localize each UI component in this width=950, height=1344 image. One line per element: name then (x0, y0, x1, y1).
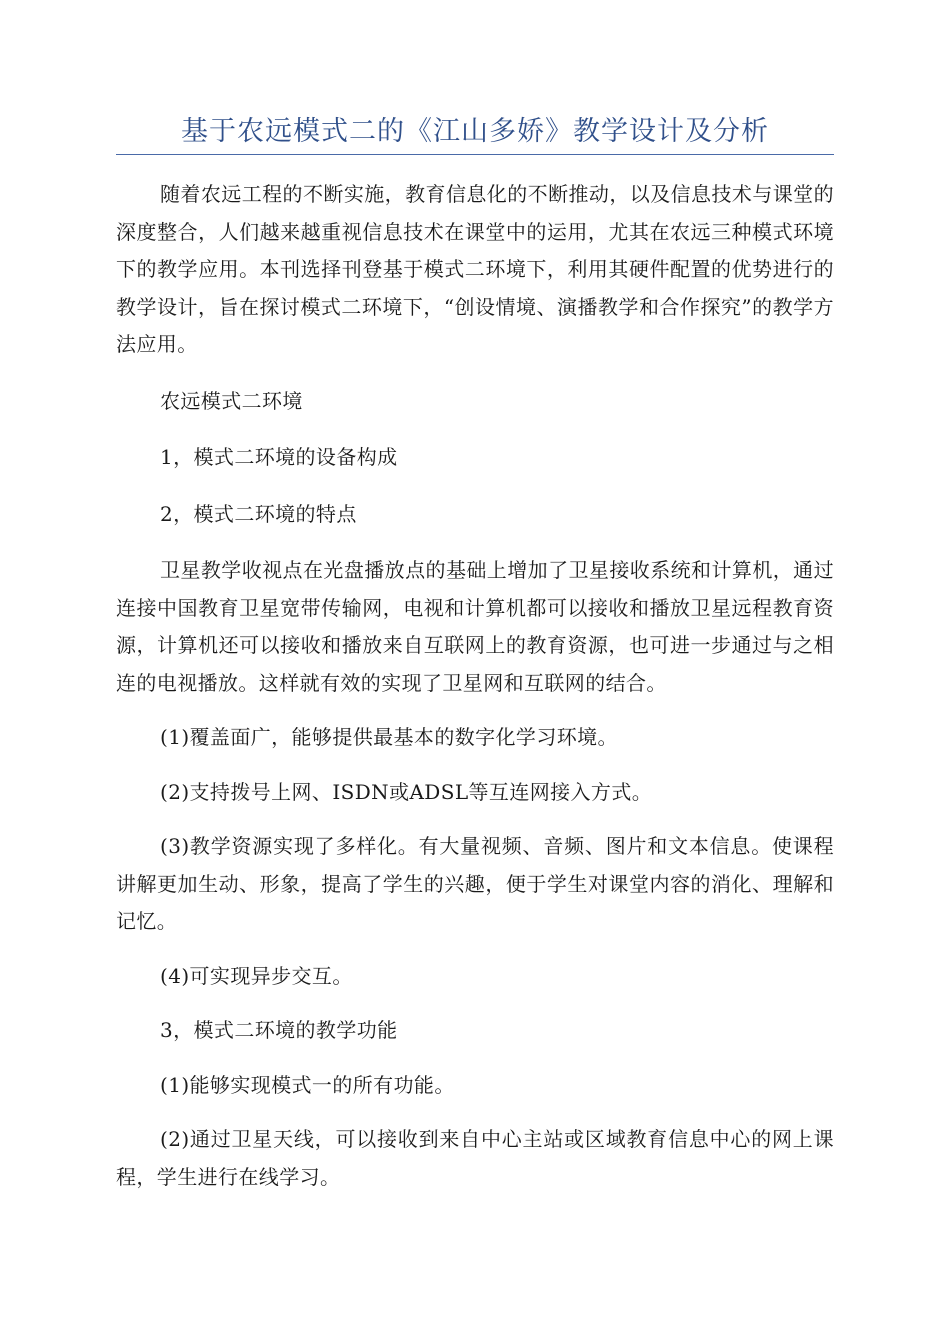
paragraph-feature-2: (2)支持拨号上网、ISDN或ADSL等互连网接入方式。 (160, 779, 653, 804)
paragraph-feature-4: (4)可实现异步交互。 (160, 963, 353, 988)
title-underline (116, 154, 834, 155)
paragraph-satellite: 卫星教学收视点在光盘播放点的基础上增加了卫星接收系统和计算机，通过连接中国教育卫星宽带传输网，电视和计算机都可以接收和播放卫星远程教育资源，计算机还可以接收和播放来自互联网上的教育资源，也可进一步通过与之相连的电视播放。这样就有效的实现了卫星网和互联网的结合。 (116, 558, 834, 695)
paragraph-item-1: 1，模式二环境的设备构成 (160, 445, 398, 469)
document-body (116, 176, 834, 1196)
paragraph-section-heading: 农远模式二环境 (160, 388, 303, 413)
paragraph-feature-1: (1)覆盖面广，能够提供最基本的数字化学习环境。 (160, 725, 618, 749)
paragraph-function-1: (1)能够实现模式一的所有功能。 (160, 1072, 455, 1097)
paragraph-item-3: 3，模式二环境的教学功能 (160, 1018, 398, 1042)
paragraph-item-2: 2，模式二环境的特点 (160, 501, 357, 526)
paragraph-feature-3: (3)教学资源实现了多样化。有大量视频、音频、图片和文本信息。使课程讲解更加生动、形象，提高了学生的兴趣，便于学生对课堂内容的消化、理解和记忆。 (116, 834, 834, 933)
paragraph-function-2: (2)通过卫星天线，可以接收到来自中心主站或区域教育信息中心的网上课程，学生进行在线学习。 (116, 1127, 834, 1189)
paragraph-intro: 随着农远工程的不断实施，教育信息化的不断推动，以及信息技术与课堂的深度整合，人们越来越重视信息技术在课堂中的运用，尤其在农远三种模式环境下的教学应用。本刊选择刊登基于模式二环境下，利用其硬件配置的优势进行的教学设计，旨在探讨模式二环境下，“创设情境、演播教学和合作探究”的教学方法应用。 (116, 182, 834, 356)
document-title: 基于农远模式二的《江山多娇》教学设计及分析 (181, 116, 769, 147)
